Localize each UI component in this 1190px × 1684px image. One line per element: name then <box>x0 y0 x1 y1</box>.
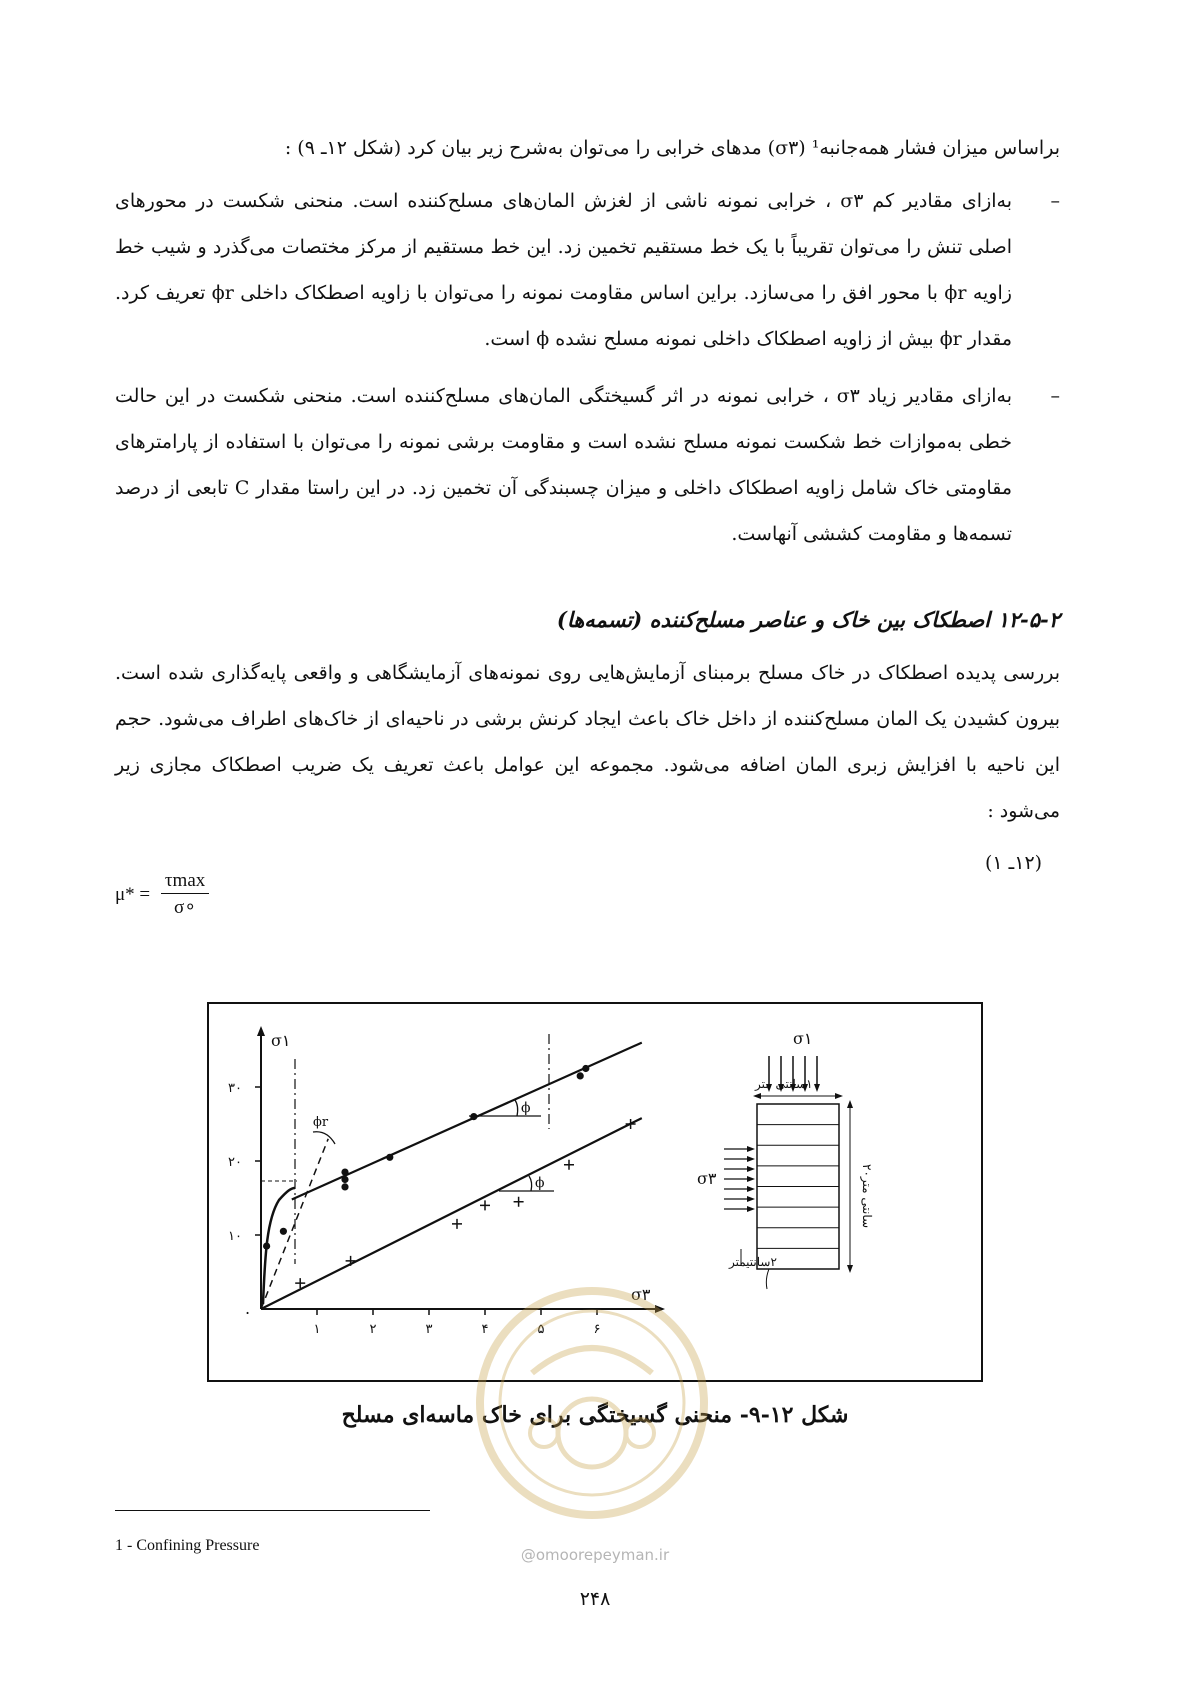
x-tick-label: ۳ <box>425 1322 433 1337</box>
y-axis-arrow-icon <box>257 1026 265 1036</box>
angle-label-phi-r: ϕr <box>313 1115 329 1130</box>
unreinforced-data-point <box>346 1256 356 1266</box>
y-ticks <box>228 1081 261 1244</box>
width-dim-arrow-left-icon <box>753 1093 761 1099</box>
spacing-dim-label: ۲سانتیمتر <box>729 1255 777 1269</box>
equation-numerator: τmax <box>161 870 209 894</box>
equation <box>115 870 209 919</box>
width-dim-arrow-right-icon <box>835 1093 843 1099</box>
side-load-arrows <box>724 1146 755 1212</box>
width-dim-label: ۱۰سانتی متر <box>755 1077 820 1091</box>
side-load-arrowhead-icon <box>747 1206 755 1212</box>
y-tick-label: ۲۰ <box>228 1155 242 1170</box>
figure-caption: شکل ۱۲-۹- منحنی گسیختگی برای خاک ماسه‌ای مسلح <box>341 1402 849 1428</box>
reinforced-data-point <box>280 1228 287 1235</box>
bullet-text: به‌ازای مقادیر کم σ۳ ، خرابی نمونه ناشی از لغزش المان‌های مسلح‌کننده است. منحنی شکست در محورهای اصلی تنش را می‌توان تقریباً با یک خط مستقیم تخمین زد. این خط مستقیم از مرکز مختصات می‌گذرد و شیب خط زاویه ϕr با محور افق را می‌سازد. براین اساس مقاومت نمونه را می‌توان با زاویه اصطکاک داخلی ϕr تعریف کرد. مقدار ϕr بیش از زاویه اصطکاک داخلی نمونه مسلح نشده ϕ است. <box>115 190 1012 350</box>
reinforced-data-point <box>582 1065 589 1072</box>
intro-paragraph: براساس میزان فشار همه‌جانبه¹ (σ۳) مدهای خرابی را می‌توان به‌شرح زیر بیان کرد (شکل ۱۲ـ ۹) : <box>284 137 1060 159</box>
bullet-item-low-confining <box>115 178 1060 362</box>
reinforced-data-point <box>341 1183 348 1190</box>
watermark-logo-icon <box>472 1283 712 1523</box>
reinforced-data-point <box>341 1176 348 1183</box>
angle-arc-phi-r <box>313 1132 335 1144</box>
side-load-arrowhead-icon <box>747 1186 755 1192</box>
side-load-arrowhead-icon <box>747 1166 755 1172</box>
y-tick-label: ۳۰ <box>228 1081 242 1096</box>
bullet-dash: – <box>1050 190 1060 212</box>
failure-envelope-line <box>292 1043 642 1200</box>
reinforcement-layers <box>757 1125 839 1249</box>
bullet-dash: – <box>1050 385 1060 407</box>
side-load-arrowhead-icon <box>747 1156 755 1162</box>
envelope-lines <box>261 1043 642 1309</box>
origin-label: . <box>245 1299 251 1318</box>
angle-label-phi: ϕ <box>521 1100 531 1116</box>
section-paragraph: بررسی پدیده اصطکاک در خاک مسلح برمبنای آزمایش‌هایی روی نمونه‌های آزمایشگاهی و واقعی پایه‌گذاری شده است. بیرون کشیدن یک المان مسلح‌کننده از داخل خاک باعث ایجاد کرنش برشی در ناحیه‌ای از خاک‌های اطراف می‌شود. حجم این ناحیه با افزایش زبری المان اضافه می‌شود. مجموعه این عوامل باعث تعریف یک ضریب اصطکاک مجازی زیر می‌شود : <box>115 662 1060 822</box>
reinforced-data-point <box>341 1169 348 1176</box>
y-tick-label: ۱۰ <box>228 1229 242 1244</box>
footnote-divider <box>115 1510 430 1511</box>
unreinforced-data-point <box>626 1119 636 1129</box>
reinforced-data-point <box>577 1072 584 1079</box>
reinforced-data-point <box>386 1154 393 1161</box>
height-dim-arrow-top-icon <box>847 1100 853 1108</box>
equation-lhs: μ* = <box>115 883 151 905</box>
x-axis-label: σ۳ <box>631 1285 651 1304</box>
data-points <box>263 1065 636 1288</box>
low-confining-curve <box>263 1188 295 1304</box>
specimen-top-load-label: σ۱ <box>793 1029 813 1048</box>
x-tick-label: ۲ <box>369 1322 377 1337</box>
side-load-arrowhead-icon <box>747 1196 755 1202</box>
section-heading: ۱۲-۵-۲ اصطکاک بین خاک و عناصر مسلح‌کننده (تسمه‌ها) <box>556 607 1060 632</box>
unreinforced-data-point <box>452 1219 462 1229</box>
failure-envelope-line <box>261 1118 642 1309</box>
side-load-arrowhead-icon <box>747 1146 755 1152</box>
y-axis-label: σ۱ <box>271 1031 291 1050</box>
bullet-text: به‌ازای مقادیر زیاد σ۳ ، خرابی نمونه در اثر گسیختگی المان‌های مسلح‌کننده است. منحنی شکست در این حالت خطی به‌موازات خط شکست نمونه مسلح نشده است و مقاومت برشی نمونه را می‌توان با استفاده از پارامترهای مقاومتی خاک شامل زاویه اصطکاک داخلی و میزان چسبندگی آن تخمین زد. در این راستا مقدار C تابعی از درصد تسمه‌ها و مقاومت کششی آنهاست. <box>115 385 1012 545</box>
height-dim-arrow-bottom-icon <box>847 1265 853 1273</box>
x-tick-label: ۶ <box>593 1322 601 1337</box>
bullet-item-high-confining <box>115 373 1060 557</box>
page-number: ۲۴۸ <box>579 1588 611 1610</box>
unreinforced-data-point <box>514 1197 524 1207</box>
side-load-arrowhead-icon <box>747 1176 755 1182</box>
angle-arc-phi-lower <box>529 1176 532 1191</box>
angle-arc-phi <box>515 1100 518 1116</box>
footnote: 1 - Confining Pressure <box>115 1537 260 1554</box>
equation-denominator: σ∘ <box>174 897 197 918</box>
specimen-sketch <box>697 1029 874 1289</box>
height-dim-label: ۲۰سانتی متر <box>860 1164 874 1229</box>
equation-fraction <box>161 870 209 919</box>
unreinforced-data-point <box>480 1200 490 1210</box>
x-tick-label: ۴ <box>481 1322 489 1337</box>
watermark-url: @omoorepeyman.ir <box>520 1546 670 1564</box>
equation-number: (۱۲ـ ۱) <box>985 852 1043 874</box>
specimen-side-load-label: σ۳ <box>697 1169 717 1188</box>
specimen-leader <box>766 1269 769 1289</box>
angle-label-phi-lower: ϕ <box>535 1175 545 1191</box>
x-tick-label: ۱ <box>313 1322 321 1337</box>
unreinforced-data-point <box>564 1160 574 1170</box>
x-tick-label: ۵ <box>537 1322 545 1337</box>
